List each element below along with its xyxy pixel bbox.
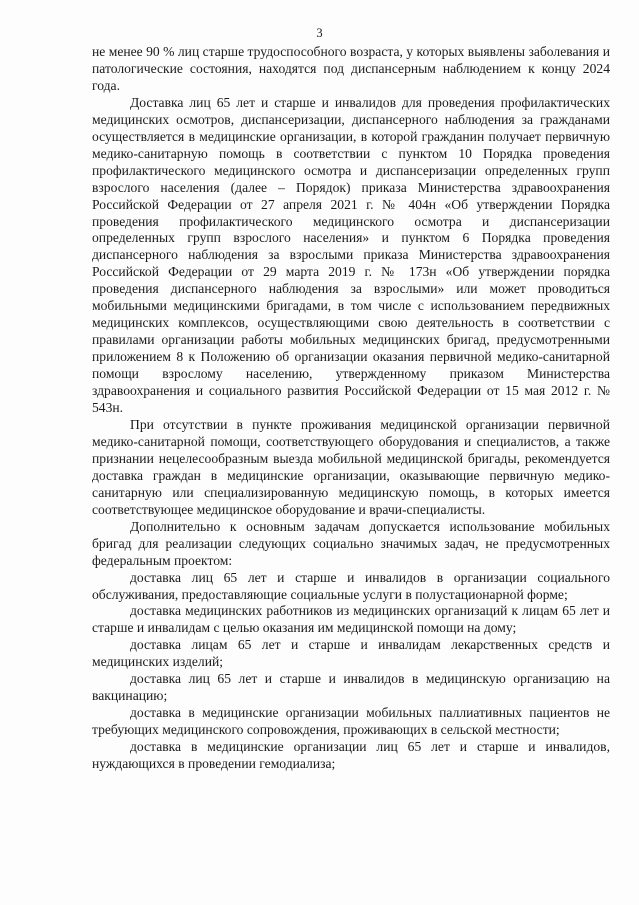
- list-item-social-services: доставка лиц 65 лет и старше и инвалидов в организации социального обслуживания, предоставляющие социальные услуги в полустационарной форме;: [92, 569, 610, 602]
- paragraph-continuation: не менее 90 % лиц старше трудоспособного возраста, у которых выявлены заболевания и патологические состояния, находятся под диспансерным наблюдением к концу 2024 года.: [92, 44, 610, 93]
- page-number: 3: [316, 26, 323, 40]
- list-item-medicines-delivery: доставка лицам 65 лет и старше и инвалидам лекарственных средств и медицинских изделий;: [92, 637, 610, 670]
- paragraph-delivery-for-checkups: Доставка лиц 65 лет и старше и инвалидов для проведения профилактических медицинских осмотров, диспансеризации, диспансерного наблюдения за гражданами осуществляется в медицинские организации, в которой гражданин получает первичную медико-санитарную помощь в соответствии с пунктом 10 Порядка проведения профилактического медицинского осмотра и диспансеризации определенных групп взрослого населения (далее – Порядок) приказа Министерства здравоохранения Российской Федерации от 27 апреля 2021 г. № 404н «Об утверждении Порядка проведения профилактического медицинского осмотра и диспансеризации определенных групп взрослого населения» и пунктом 6 Порядка проведения диспансерного наблюдения за взрослыми приказа Министерства здравоохранения Российской Федерации от 29 марта 2019 г. № 173н «Об утверждении порядка проведения диспансерного наблюдения за взрослыми» или может проводиться мобильными медицинскими бригадами, в том числе с использованием передвижных медицинских комплексов, осуществляющими свою деятельность в соответствии с правилами организации работы мобильных медицинских бригад, предусмотренными приложением 8 к Положению об организации оказания первичной медико-санитарной помощи взрослому населению, утвержденному приказом Министерства здравоохранения и социального развития Российской Федерации от 15 мая 2012 г. № 543н.: [92, 94, 610, 416]
- list-item-hemodialysis: доставка в медицинские организации лиц 65 лет и старше и инвалидов, нуждающихся в проведении гемодиализа;: [92, 739, 610, 772]
- paragraph-additional-tasks: Дополнительно к основным задачам допускается использование мобильных бригад для реализации следующих социально значимых задач, не предусмотренных федеральным проектом:: [92, 518, 610, 568]
- list-item-vaccination: доставка лиц 65 лет и старше и инвалидов в медицинскую организацию на вакцинацию;: [92, 671, 610, 704]
- list-item-home-care-staff: доставка медицинских работников из медицинских организаций к лицам 65 лет и старше и инвалидам с целью оказания им медицинской помощи на дому;: [92, 603, 610, 636]
- list-item-palliative-patients: доставка в медицинские организации мобильных паллиативных пациентов не требующих медицинского сопровождения, проживающих в сельской местности;: [92, 705, 610, 738]
- paragraph-absence-of-facility: При отсутствии в пункте проживания медицинской организации первичной медико-санитарной помощи, соответствующего оборудования и специалистов, а также признании нецелесообразным выезда мобильной медицинской бригады, рекомендуется доставка граждан в медицинские организации, оказывающие первичную медико-санитарную или специализированную медицинскую помощь, в которых имеется соответствующее медицинское оборудование и врачи-специалисты.: [92, 416, 610, 517]
- document-body: [92, 44, 610, 773]
